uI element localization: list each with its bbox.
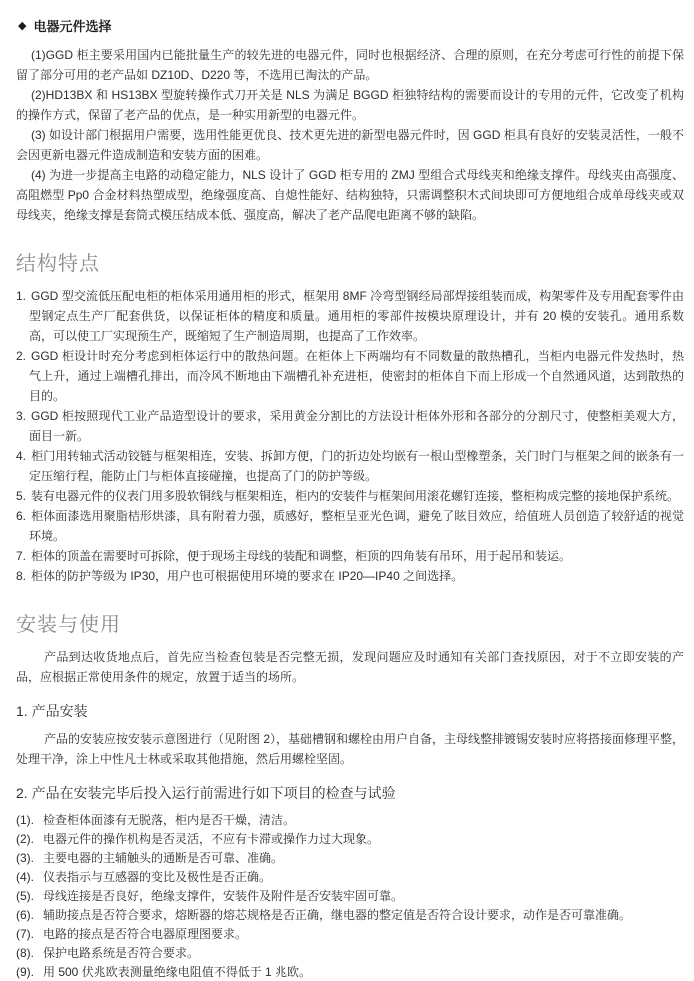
- feature-number: 5.: [16, 489, 27, 503]
- check-text: 电路的接点是否符合电器原理图要求。: [43, 927, 248, 941]
- feature-item-2: [16, 346, 684, 406]
- check-item-2: [16, 830, 684, 848]
- product-install-subhead: 1. 产品安装: [16, 703, 88, 719]
- feature-number: 1.: [16, 289, 27, 303]
- check-number: (2).: [16, 832, 34, 846]
- installation-intro: 产品到达收货地点后，首先应当检查包装是否完整无损，发现问题应及时通知有关部门查找原因，对于不立即安装的产品，应根据正常使用条件的规定，放置于适当的场所。: [16, 650, 684, 684]
- feature-item-4: [16, 446, 684, 486]
- feature-text: GGD 型交流低压配电柜的柜体采用通用柜的形式，框架用 8MF 冷弯型钢经局部焊接组装而成，构架零件及专用配套零件由型钢定点生产厂配套供货，以保证柜体的精度和质量。通用柜的零部件按模块原理设计，并有 20 模的安装孔。通用系数高，可以使工厂实现预生产，既缩短了生产制造周期，也提高了工作效率。: [29, 289, 684, 343]
- component-paragraph-4: (4) 为进一步提高主电路的动稳定能力，NLS 设计了 GGD 柜专用的 ZMJ 型组合式母线夹和绝缘支撑件。母线夹由高强度、高阻燃型 Pp0 合金材料热塑成型，绝缘强度高、自熄性能好、结构独特，只需调整积木式间块即可方便地组合成单母线夹或双母线夹，绝缘支撑是套筒式模压结成本低、强度高，解决了老产品爬电距离不够的缺陷。: [16, 168, 684, 222]
- check-item-6: [16, 906, 684, 924]
- feature-text: 柜体的顶盖在需要时可拆除，便于现场主母线的装配和调整，柜顶的四角装有吊环，用于起吊和装运。: [31, 549, 572, 563]
- check-text: 母线连接是否良好，绝缘支撑件，安装件及附件是否安装牢固可靠。: [43, 889, 404, 903]
- component-paragraph-3: (3) 如设计部门根据用户需要，选用性能更优良、技术更先进的新型电器元件时，因 GGD 柜具有良好的安装灵活性，一般不会因更新电器元件造成制造和安装方面的困难。: [16, 128, 684, 162]
- component-selection-title: 电器元件选择: [33, 19, 112, 34]
- feature-text: 装有电器元件的仪表门用多股软铜线与框架相连，柜内的安装件与框架间用滚花螺钉连接，整柜构成完整的接地保护系统。: [31, 489, 680, 503]
- check-number: (8).: [16, 946, 34, 960]
- check-text: 电器元件的操作机构是否灵活，不应有卡滞或操作力过大现象。: [43, 832, 380, 846]
- check-number: (6).: [16, 908, 34, 922]
- check-item-4: [16, 868, 684, 886]
- feature-item-8: [16, 566, 684, 586]
- check-item-1: [16, 811, 684, 829]
- diamond-bullet-icon: ◆: [18, 20, 27, 32]
- feature-number: 7.: [16, 549, 27, 563]
- check-item-5: [16, 887, 684, 905]
- check-number: (3).: [16, 851, 34, 865]
- feature-text: 柜体的防护等级为 IP30，用户也可根据使用环境的要求在 IP20—IP40 之间选择。: [31, 569, 464, 583]
- feature-item-3: [16, 406, 684, 446]
- check-text: 辅助接点是否符合要求，熔断器的熔芯规格是否正确，继电器的整定值是否符合设计要求，动作是否可靠准确。: [43, 908, 632, 922]
- component-paragraph-2: (2)HD13BX 和 HS13BX 型旋转操作式刀开关是 NLS 为满足 BGGD 柜独特结构的需要而设计的专用的元件，它改变了机构的操作方式，保留了老产品的优点，是一种实用新型的电器元件。: [16, 88, 684, 122]
- feature-number: 3.: [16, 409, 27, 423]
- feature-item-5: [16, 486, 684, 506]
- structural-features-title: 结构特点: [16, 253, 100, 275]
- check-item-3: [16, 849, 684, 867]
- feature-text: 柜体面漆选用聚脂桔形烘漆，具有附着力强，质感好，整柜呈亚光色调，避免了眩目效应，给值班人员创造了较舒适的视觉环境。: [29, 509, 684, 543]
- feature-number: 2.: [16, 349, 27, 363]
- check-number: (9).: [16, 965, 34, 979]
- feature-item-7: [16, 546, 684, 566]
- check-text: 保护电路系统是否符合要求。: [43, 946, 200, 960]
- component-paragraph-1: (1)GGD 柜主要采用国内已能批量生产的较先进的电器元件，同时也根据经济、合理的原则，在充分考虑可行性的前提下保留了部分可用的老产品如 DZ10D、D220 等，不选用已淘汰的产品。: [16, 48, 684, 82]
- check-text: 仪表指示与互感器的变比及极性是否正确。: [43, 870, 272, 884]
- inspection-subhead: 2. 产品在安装完毕后投入运行前需进行如下项目的检查与试验: [16, 785, 396, 801]
- check-number: (7).: [16, 927, 34, 941]
- feature-text: GGD 柜按照现代工业产品造型设计的要求，采用黄金分割比的方法设计柜体外形和各部分的分割尺寸，使整柜美观大方，面目一新。: [29, 409, 684, 443]
- feature-number: 6.: [16, 509, 27, 523]
- installation-title: 安装与使用: [16, 614, 121, 636]
- feature-number: 4.: [16, 449, 27, 463]
- check-text: 用 500 伏兆欧表测量绝缘电阻值不得低于 1 兆欧。: [43, 965, 312, 979]
- check-number: (5).: [16, 889, 34, 903]
- feature-item-1: [16, 286, 684, 346]
- check-item-9: [16, 963, 684, 981]
- component-selection-heading: [18, 16, 684, 35]
- check-item-7: [16, 925, 684, 943]
- feature-text: 柜门用转轴式活动铰链与框架相连，安装、拆卸方便，门的折边处均嵌有一根山型橡塑条，关门时门与框架之间的嵌条有一定压缩行程，能防止门与柜体直接碰撞，也提高了门的防护等级。: [29, 449, 684, 483]
- feature-text: GGD 柜设计时充分考虑到柜体运行中的散热问题。在柜体上下两端均有不同数量的散热槽孔，当柜内电器元件发热时，热气上升，通过上端槽孔排出，而冷风不断地由下端槽孔补充进柜，使密封的柜体自下而上形成一个自然通风道，达到散热的目的。: [29, 349, 684, 403]
- check-number: (1).: [16, 813, 34, 827]
- feature-number: 8.: [16, 569, 27, 583]
- check-number: (4).: [16, 870, 34, 884]
- product-install-body: 产品的安装应按安装示意图进行（见附图 2），基础槽钢和螺栓由用户自备，主母线整排镀锡安装时应将搭接面修理平整，处理干净，涂上中性凡士林或采取其他措施，然后用螺栓坚固。: [16, 732, 685, 766]
- check-text: 检查柜体面漆有无脱落，柜内是否干燥，清洁。: [43, 813, 296, 827]
- check-item-8: [16, 944, 684, 962]
- feature-item-6: [16, 506, 684, 546]
- check-text: 主要电器的主辅触头的通断是否可靠、准确。: [43, 851, 284, 865]
